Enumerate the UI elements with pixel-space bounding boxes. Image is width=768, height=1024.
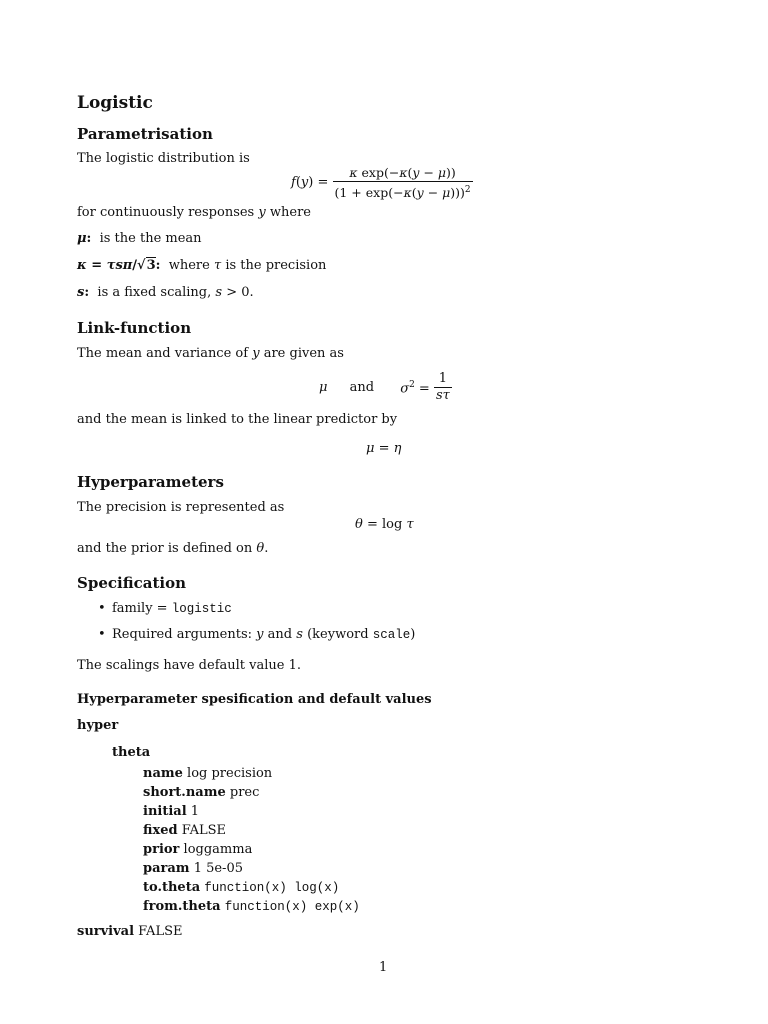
heading-link-function: Link-function bbox=[77, 319, 192, 337]
kappa-definition: κ = τsπ/√3: where τ is the precision bbox=[77, 258, 327, 273]
property-row: short.name prec bbox=[143, 785, 260, 800]
s-definition: s: is a fixed scaling, s > 0. bbox=[77, 285, 254, 300]
survival-line: survival FALSE bbox=[77, 924, 183, 939]
spec-arguments-item: • Required arguments: y and s (keyword scale) bbox=[98, 627, 416, 642]
property-row: prior loggamma bbox=[143, 842, 253, 857]
mu-definition: μ: is the the mean bbox=[77, 231, 202, 246]
theta-properties bbox=[143, 766, 360, 918]
parametrisation-intro: The logistic distribution is bbox=[77, 151, 250, 166]
property-row: to.theta function(x) log(x) bbox=[143, 880, 340, 895]
mu-eta-formula: μ = η bbox=[366, 441, 402, 456]
page-number: 1 bbox=[379, 960, 388, 975]
heading-specification: Specification bbox=[77, 574, 186, 592]
linked-text: and the mean is linked to the linear predictor by bbox=[77, 412, 398, 427]
theta-formula: θ = log τ bbox=[355, 517, 414, 532]
hyper-intro: The precision is represented as bbox=[77, 500, 285, 515]
hyper-label: hyper bbox=[77, 718, 119, 733]
heading-defaults: Hyperparameter spesification and default values bbox=[77, 692, 432, 707]
density-formula: f(y) = $\frac{\text{κ exp(−κ(y − μ))}}{(1 + \exp(-\kappa(y - \mu)))^2}$ bbox=[291, 165, 471, 201]
prior-text: and the prior is defined on θ. bbox=[77, 541, 269, 556]
scaling-text: The scalings have default value 1. bbox=[77, 658, 301, 673]
page-title: Logistic bbox=[77, 93, 153, 113]
spec-family-item: • family = logistic bbox=[98, 601, 232, 616]
responses-line: for continuously responses y where bbox=[77, 205, 311, 220]
property-row: fixed FALSE bbox=[143, 823, 227, 838]
heading-parametrisation: Parametrisation bbox=[77, 125, 213, 143]
property-row: initial 1 bbox=[143, 804, 200, 819]
heading-hyperparameters: Hyperparameters bbox=[77, 473, 224, 491]
property-row: name log precision bbox=[143, 766, 273, 781]
theta-label: theta bbox=[112, 745, 151, 760]
link-intro: The mean and variance of y are given as bbox=[77, 346, 344, 361]
property-row: from.theta function(x) exp(x) bbox=[143, 899, 360, 914]
property-row: param 1 5e-05 bbox=[143, 861, 243, 876]
mean-variance-formula: μ and $\sigma^2$ = $\frac{1}{s\tau}$ bbox=[319, 371, 450, 403]
